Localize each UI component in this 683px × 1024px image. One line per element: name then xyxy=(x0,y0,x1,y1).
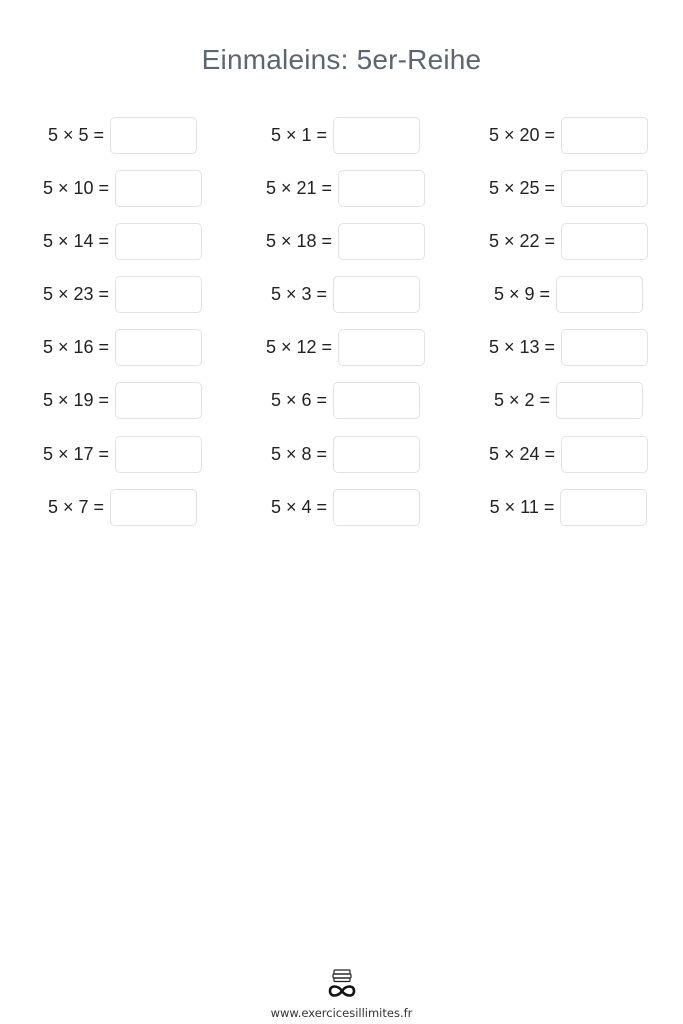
exercise-cell xyxy=(457,115,680,168)
answer-box[interactable] xyxy=(333,276,420,313)
exercise-cell xyxy=(457,168,680,221)
exercise-cell xyxy=(11,168,234,221)
equation-label: 5 × 24 = xyxy=(488,443,556,464)
answer-box[interactable] xyxy=(333,436,420,473)
answer-box[interactable] xyxy=(333,117,420,154)
exercise-cell xyxy=(234,328,457,381)
equation-label: 5 × 17 = xyxy=(42,443,110,464)
equation-label: 5 × 23 = xyxy=(42,284,110,305)
exercise-cell xyxy=(234,275,457,328)
answer-box[interactable] xyxy=(115,276,202,313)
equation-label: 5 × 2 = xyxy=(493,390,551,411)
equation-label: 5 × 4 = xyxy=(270,496,328,517)
exercise-cell xyxy=(11,328,234,381)
exercise-row xyxy=(0,381,683,434)
equation-label: 5 × 9 = xyxy=(493,284,551,305)
answer-box[interactable] xyxy=(115,170,202,207)
exercise-row xyxy=(0,434,683,487)
equation-label: 5 × 7 = xyxy=(47,496,105,517)
answer-box[interactable] xyxy=(561,329,648,366)
exercise-cell xyxy=(11,434,234,487)
answer-box[interactable] xyxy=(338,223,425,260)
exercise-cell xyxy=(234,168,457,221)
exercise-row xyxy=(0,275,683,328)
equation-label: 5 × 10 = xyxy=(42,177,110,198)
answer-box[interactable] xyxy=(115,436,202,473)
page-title: Einmaleins: 5er-Reihe xyxy=(201,44,482,75)
answer-box[interactable] xyxy=(115,223,202,260)
exercise-cell xyxy=(457,487,680,540)
equation-label: 5 × 5 = xyxy=(47,124,105,145)
exercise-cell xyxy=(457,275,680,328)
exercise-cell xyxy=(457,328,680,381)
equation-label: 5 × 8 = xyxy=(270,443,328,464)
exercise-row xyxy=(0,168,683,221)
exercise-cell xyxy=(457,221,680,274)
exercise-cell xyxy=(11,115,234,168)
equation-label: 5 × 12 = xyxy=(265,337,333,358)
infinity-books-logo-icon xyxy=(322,968,362,1002)
equation-label: 5 × 14 = xyxy=(42,230,110,251)
equation-label: 5 × 22 = xyxy=(488,230,556,251)
equation-label: 5 × 25 = xyxy=(488,177,556,198)
equation-label: 5 × 13 = xyxy=(488,337,556,358)
answer-box[interactable] xyxy=(338,329,425,366)
exercise-cell xyxy=(11,275,234,328)
answer-box[interactable] xyxy=(333,489,420,526)
exercise-row xyxy=(0,328,683,381)
exercise-row xyxy=(0,487,683,540)
equation-label: 5 × 19 = xyxy=(42,390,110,411)
equation-label: 5 × 18 = xyxy=(265,230,333,251)
equation-label: 5 × 20 = xyxy=(488,124,556,145)
exercise-cell xyxy=(234,487,457,540)
equation-label: 5 × 16 = xyxy=(42,337,110,358)
answer-box[interactable] xyxy=(333,382,420,419)
exercise-cell xyxy=(457,434,680,487)
answer-box[interactable] xyxy=(115,329,202,366)
answer-box[interactable] xyxy=(556,276,643,313)
equation-label: 5 × 6 = xyxy=(270,390,328,411)
exercise-cell xyxy=(11,487,234,540)
answer-box[interactable] xyxy=(338,170,425,207)
answer-box[interactable] xyxy=(561,170,648,207)
answer-box[interactable] xyxy=(110,489,197,526)
answer-box[interactable] xyxy=(561,117,648,154)
site-url[interactable]: www.exercicesillimites.fr xyxy=(270,1006,413,1020)
answer-box[interactable] xyxy=(561,436,648,473)
equation-label: 5 × 1 = xyxy=(270,124,328,145)
exercise-row xyxy=(0,221,683,274)
exercise-cell xyxy=(11,221,234,274)
exercise-cell xyxy=(234,221,457,274)
exercise-grid xyxy=(0,115,683,541)
exercise-cell xyxy=(234,381,457,434)
exercise-cell xyxy=(234,115,457,168)
answer-box[interactable] xyxy=(115,382,202,419)
exercise-cell xyxy=(11,381,234,434)
footer xyxy=(0,968,683,1020)
equation-label: 5 × 3 = xyxy=(270,284,328,305)
exercise-cell xyxy=(457,381,680,434)
answer-box[interactable] xyxy=(560,489,647,526)
equation-label: 5 × 11 = xyxy=(489,496,555,517)
answer-box[interactable] xyxy=(561,223,648,260)
answer-box[interactable] xyxy=(556,382,643,419)
equation-label: 5 × 21 = xyxy=(265,177,333,198)
exercise-row xyxy=(0,115,683,168)
exercise-cell xyxy=(234,434,457,487)
answer-box[interactable] xyxy=(110,117,197,154)
